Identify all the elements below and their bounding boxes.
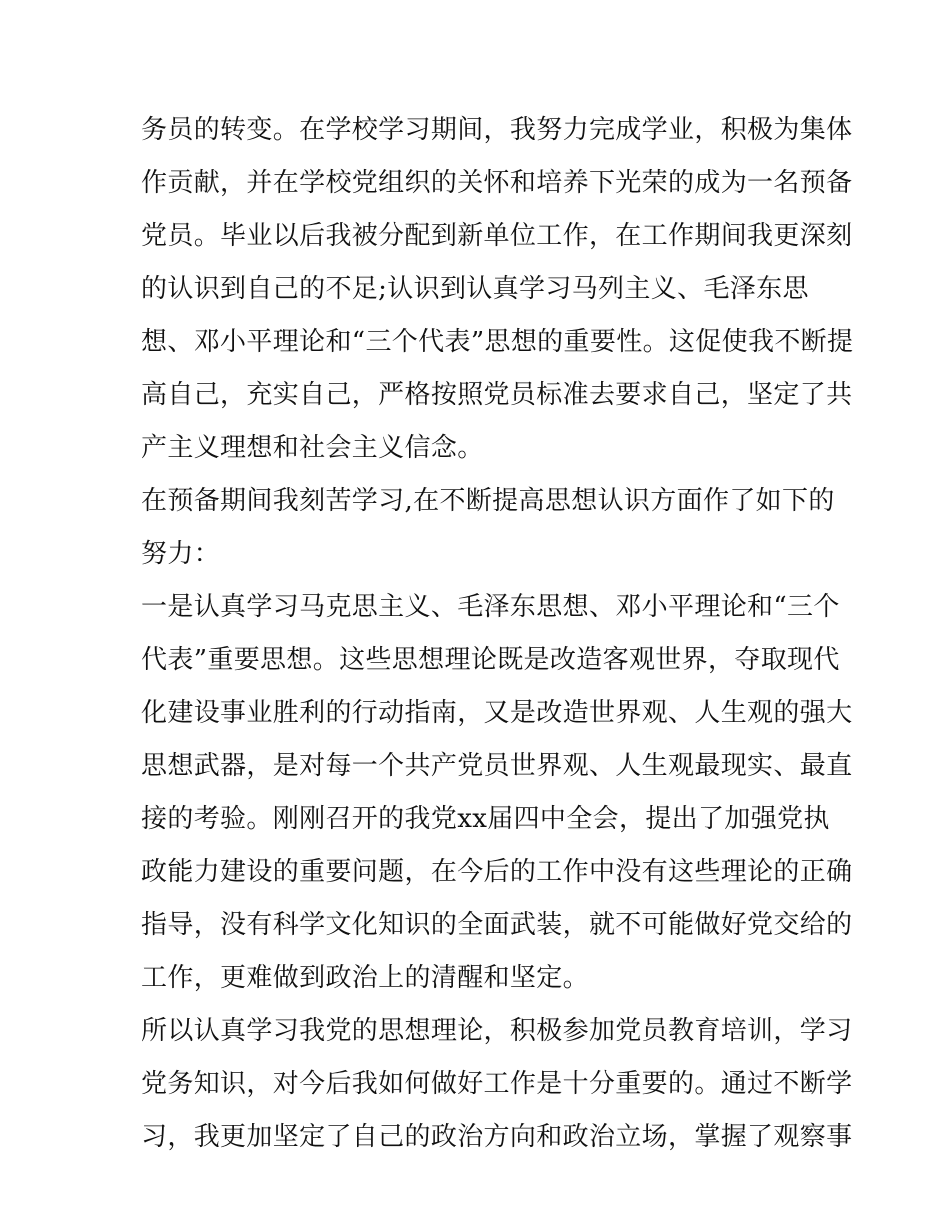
text-line: 政能力建设的重要问题，在今后的工作中没有这些理论的正确 bbox=[141, 857, 853, 887]
text-line: 作贡献，并在学校党组织的关怀和培养下光荣的成为一名预备 bbox=[141, 168, 853, 198]
text-line: 党务知识，对今后我如何做好工作是十分重要的。通过不断学 bbox=[141, 1069, 853, 1099]
text-line: 务员的转变。在学校学习期间，我努力完成学业，积极为集体 bbox=[141, 115, 853, 145]
text-line: 指导，没有科学文化知识的全面武装，就不可能做好党交给的 bbox=[141, 910, 853, 940]
text-line: 化建设事业胜利的行动指南，又是改造世界观、人生观的强大 bbox=[141, 698, 853, 728]
text-line: 思想武器，是对每一个共产党员世界观、人生观最现实、最直 bbox=[141, 751, 853, 781]
text-line: 接的考验。刚刚召开的我党xx届四中全会，提出了加强党执 bbox=[141, 804, 830, 834]
document-body bbox=[141, 104, 854, 1164]
text-line: 高自己，充实自己，严格按照党员标准去要求自己，坚定了共 bbox=[141, 380, 853, 410]
text-line: 在预备期间我刻苦学习,在不断提高思想认识方面作了如下的 bbox=[141, 486, 835, 516]
text-line: 努力： bbox=[141, 539, 221, 569]
text-line: 所以认真学习我党的思想理论，积极参加党员教育培训，学习 bbox=[141, 1016, 853, 1046]
text-line: 的认识到自己的不足;认识到认真学习马列主义、毛泽东思 bbox=[141, 274, 809, 304]
text-line: 工作，更难做到政治上的清醒和坚定。 bbox=[141, 963, 589, 993]
text-line: 习，我更加坚定了自己的政治方向和政治立场，掌握了观察事 bbox=[141, 1122, 853, 1152]
text-line: 代表”重要思想。这些思想理论既是改造客观世界，夺取现代 bbox=[141, 645, 840, 675]
text-line: 想、邓小平理论和“三个代表”思想的重要性。这促使我不断提 bbox=[141, 327, 854, 357]
text-line: 党员。毕业以后我被分配到新单位工作，在工作期间我更深刻 bbox=[141, 221, 853, 251]
text-line: 产主义理想和社会主义信念。 bbox=[141, 433, 484, 463]
text-line: 一是认真学习马克思主义、毛泽东思想、邓小平理论和“三个 bbox=[141, 592, 840, 622]
